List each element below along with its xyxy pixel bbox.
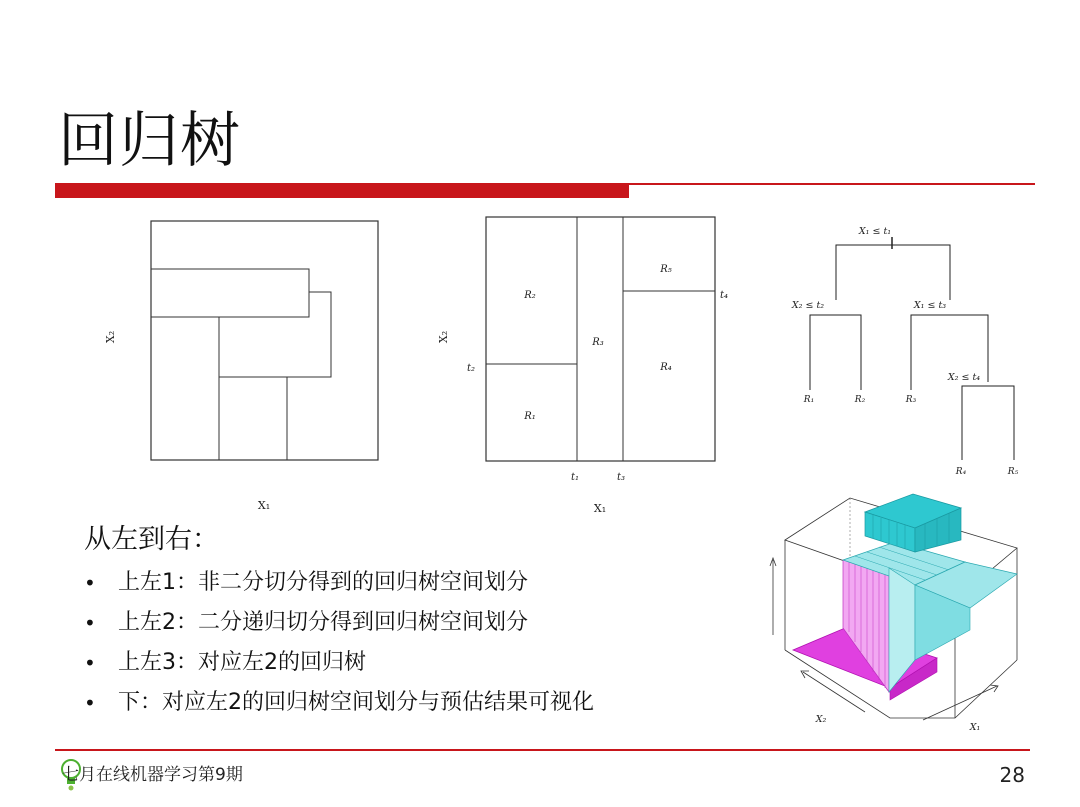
footer-divider <box>55 749 1030 751</box>
x-tick-label: t₃ <box>616 472 626 483</box>
leaf-label: R₄ <box>955 467 967 477</box>
leaf-label: R₅ <box>1007 467 1019 477</box>
bullet-list <box>84 563 594 723</box>
page-number: 28 <box>999 763 1025 787</box>
split-label-right: X₁ ≤ t₃ <box>913 300 947 311</box>
split-label-root: X₁ ≤ t₁ <box>858 226 892 237</box>
region-label: R₃ <box>592 337 604 348</box>
bullet-item: • 上左3：对应左2的回归树 <box>84 643 594 683</box>
leaf-label: R₂ <box>854 395 866 405</box>
tree-edge <box>962 386 1014 460</box>
tree-edge <box>836 245 950 300</box>
region-label: R₄ <box>660 362 672 373</box>
bullet-item: • 上左1：非二分切分得到的回归树空间划分 <box>84 563 594 603</box>
region-label: R₅ <box>660 264 672 275</box>
x2-axis-arrowhead <box>801 671 809 678</box>
region-boundary <box>219 292 331 377</box>
x-axis-label: X₁ <box>257 499 271 512</box>
bullet-item: • 上左2：二分递归切分得到回归树空间划分 <box>84 603 594 643</box>
tree-edge <box>810 315 861 390</box>
y-tick-label: t₄ <box>720 290 729 301</box>
figure-3d-prediction-surface <box>765 490 1035 740</box>
x-tick-label: t₁ <box>570 472 580 483</box>
y-axis-label: X₂ <box>104 330 117 344</box>
figure-nonbinary-partition <box>100 215 400 520</box>
figure-regression-tree <box>780 220 1040 490</box>
x2-axis-arrow <box>803 672 865 712</box>
x2-axis-label: X₂ <box>815 714 827 725</box>
split-label-left: X₂ ≤ t₂ <box>791 300 825 311</box>
y-tick-label: t₂ <box>466 363 475 374</box>
split-label-sub: X₂ ≤ t₄ <box>947 372 981 383</box>
x1-axis-arrow <box>923 686 997 720</box>
region-label: R₁ <box>524 411 536 422</box>
partition-box <box>151 221 378 460</box>
leaf-label: R₁ <box>803 395 815 405</box>
region-label: R₂ <box>524 290 536 301</box>
region-rect <box>151 269 309 317</box>
footer-course-name: 七月在线机器学习第9期 <box>62 765 243 785</box>
slide-title: 回归树 <box>58 106 241 176</box>
bullet-item: • 下：对应左2的回归树空间划分与预估结果可视化 <box>84 683 594 723</box>
x1-axis-label: X₁ <box>969 722 981 733</box>
title-accent-bar <box>55 184 629 198</box>
figure-binary-partition <box>430 210 750 520</box>
leaf-label: R₃ <box>905 395 917 405</box>
intro-heading: 从左到右： <box>84 524 219 555</box>
x-axis-label: X₁ <box>593 502 607 515</box>
y-axis-label: X₂ <box>437 330 450 344</box>
